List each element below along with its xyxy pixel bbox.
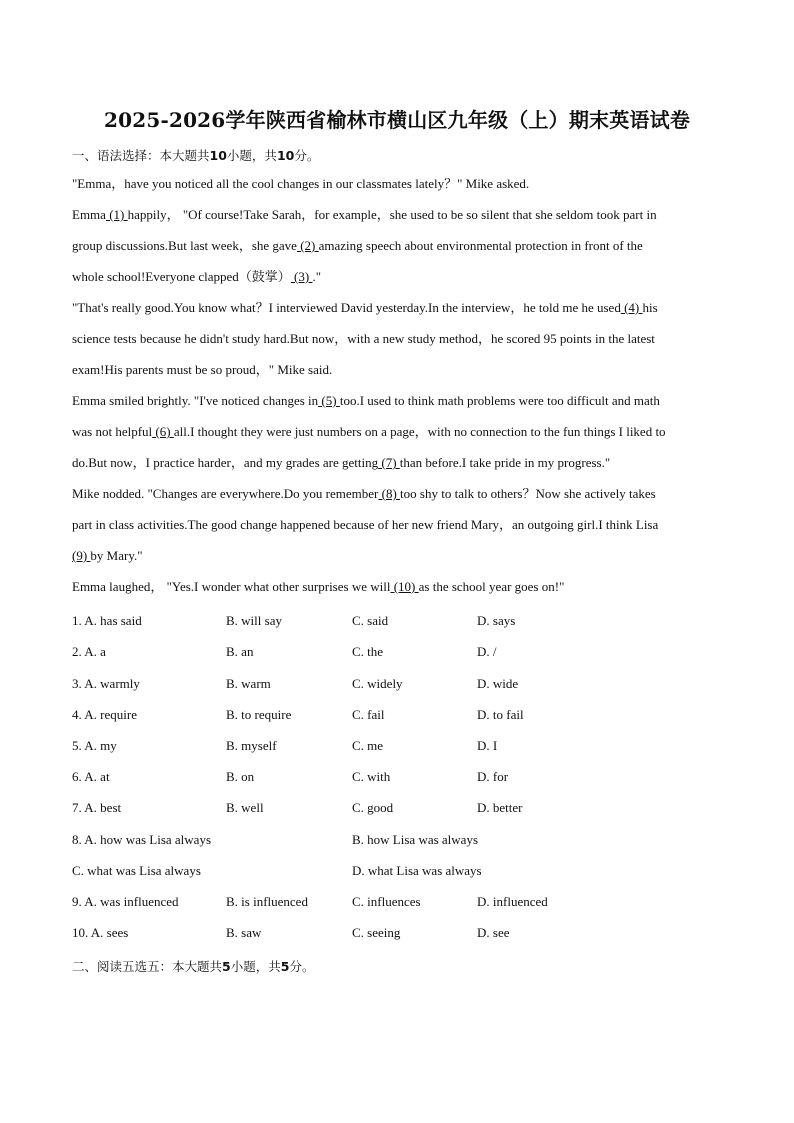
question-8-row-1 (72, 832, 722, 852)
option-b: B. an (226, 644, 254, 659)
option-b: B. is influenced (226, 894, 308, 909)
section-2-count: 5 (222, 959, 231, 974)
section-1-prefix: 一、语法选择：本大题共 (72, 148, 210, 163)
section-2-heading (72, 957, 314, 975)
option-b: B. warm (226, 676, 271, 691)
passage-text: part in class activities.The good change happened because of her new friend Mary，an outgoing girl.I think Lisa (72, 517, 659, 532)
passage-text: Emma smiled brightly. "I've noticed changes in (72, 393, 319, 408)
question-3 (72, 676, 722, 696)
blank-1: (1) (105, 207, 128, 222)
option-c: C. seeing (352, 925, 401, 940)
option-a: 9. A. was influenced (72, 894, 179, 909)
page-title: 2025-2026学年陕西省榆林市横山区九年级（上）期末英语试卷 (103, 108, 691, 132)
section-1-count: 10 (209, 148, 227, 163)
passage-line (72, 385, 722, 416)
passage-text: group discussions.But last week，she gave (72, 238, 297, 253)
option-c: C. with (352, 769, 391, 784)
option-d: D. see (477, 925, 510, 940)
passage-text: was not helpful (72, 424, 153, 439)
section-1-score: 10 (276, 148, 295, 163)
question-9 (72, 894, 722, 914)
option-d: D. better (477, 800, 523, 815)
passage-text: "Emma，have you noticed all the cool changes in our classmates lately？" Mike asked. (72, 176, 530, 191)
section-2-suffix: 分。 (289, 959, 315, 974)
option-d: D. influenced (477, 894, 548, 909)
option-d: D. what Lisa was always (352, 863, 482, 878)
option-c: C. said (352, 613, 389, 628)
option-d: D. wide (477, 676, 519, 691)
option-a: 5. A. my (72, 738, 117, 753)
section-2-score: 5 (280, 959, 290, 974)
passage-line (72, 230, 722, 261)
blank-3: (3) (290, 269, 313, 284)
option-a: 7. A. best (72, 800, 122, 815)
passage (72, 168, 722, 602)
section-1-mid: 小题，共 (226, 148, 277, 163)
passage-text: "That's really good.You know what？I interviewed David yesterday.In the interview，he told me he used (72, 300, 621, 315)
option-b: B. well (226, 800, 264, 815)
question-8-row-2 (72, 863, 722, 883)
passage-text: Emma laughed， "Yes.I wonder what other surprises we will (72, 579, 391, 594)
option-a: 6. A. at (72, 769, 110, 784)
section-1-suffix: 分。 (294, 148, 320, 163)
passage-text: his (642, 300, 658, 315)
option-d: D. I (477, 738, 498, 753)
option-d: D. / (477, 644, 497, 659)
option-c: C. good (352, 800, 394, 815)
question-1 (72, 613, 722, 633)
passage-text: all.I thought they were just numbers on a page，with no connection to the fun things I liked to (173, 424, 666, 439)
option-a: 3. A. warmly (72, 676, 140, 691)
option-c: C. fail (352, 707, 385, 722)
blank-6: (6) (152, 424, 174, 439)
passage-line (72, 199, 722, 230)
passage-line (72, 292, 722, 323)
passage-text: whole school!Everyone clapped（鼓掌） (72, 269, 291, 284)
passage-line (72, 416, 722, 447)
passage-line (72, 509, 722, 540)
question-2 (72, 644, 722, 664)
question-6 (72, 769, 722, 789)
section-2-prefix: 二、阅读五选五：本大题共 (72, 959, 223, 974)
option-a: 10. A. sees (72, 925, 129, 940)
option-c: C. me (352, 738, 384, 753)
section-2-mid: 小题，共 (230, 959, 281, 974)
passage-line (72, 478, 722, 509)
passage-text: too shy to talk to others？Now she actively takes (400, 486, 656, 501)
option-b: B. to require (226, 707, 292, 722)
option-b: B. saw (226, 925, 262, 940)
blank-9: (9) (72, 548, 91, 563)
question-10 (72, 925, 722, 945)
passage-text: Emma (72, 207, 106, 222)
passage-text: too.I used to think math problems were too difficult and math (339, 393, 660, 408)
passage-text: happily， "Of course!Take Sarah，for example，she used to be so silent that she seldom took part in (127, 207, 657, 222)
option-c: C. widely (352, 676, 403, 691)
blank-10: (10) (390, 579, 419, 594)
question-5 (72, 738, 722, 758)
option-b: B. myself (226, 738, 277, 753)
passage-text: than before.I take pride in my progress." (399, 455, 611, 470)
passage-text: do.But now，I practice harder，and my grades are getting (72, 455, 379, 470)
option-d: D. says (477, 613, 516, 628)
passage-text: by Mary." (90, 548, 143, 563)
option-d: D. for (477, 769, 509, 784)
blank-4: (4) (620, 300, 643, 315)
passage-line (72, 540, 722, 571)
option-b: B. will say (226, 613, 282, 628)
blank-7: (7) (378, 455, 400, 470)
question-4 (72, 707, 722, 727)
passage-text: amazing speech about environmental protection in front of the (318, 238, 643, 253)
blank-2: (2) (296, 238, 319, 253)
option-a: 2. A. a (72, 644, 106, 659)
option-b: B. how Lisa was always (352, 832, 479, 847)
section-1-heading (72, 146, 319, 164)
option-a: 4. A. require (72, 707, 137, 722)
blank-8: (8) (378, 486, 401, 501)
question-7 (72, 800, 722, 820)
passage-text: as the school year goes on!" (418, 579, 565, 594)
passage-line (72, 354, 722, 385)
passage-text: exam!His parents must be so proud，" Mike said. (72, 362, 333, 377)
option-c: C. the (352, 644, 384, 659)
passage-line (72, 571, 722, 602)
option-c: C. influences (352, 894, 421, 909)
passage-line (72, 168, 722, 199)
passage-text: ." (312, 269, 322, 284)
passage-text: science tests because he didn't study hard.But now，with a new study method，he scored 95 points in the latest (72, 331, 655, 346)
blank-5: (5) (318, 393, 340, 408)
passage-line (72, 447, 722, 478)
option-a: 1. A. has said (72, 613, 142, 628)
passage-line (72, 261, 722, 292)
option-d: D. to fail (477, 707, 524, 722)
option-b: B. on (226, 769, 255, 784)
option-c: C. what was Lisa always (72, 863, 201, 878)
passage-line (72, 323, 722, 354)
option-a: 8. A. how was Lisa always (72, 832, 212, 847)
passage-text: Mike nodded. "Changes are everywhere.Do you remember (72, 486, 379, 501)
